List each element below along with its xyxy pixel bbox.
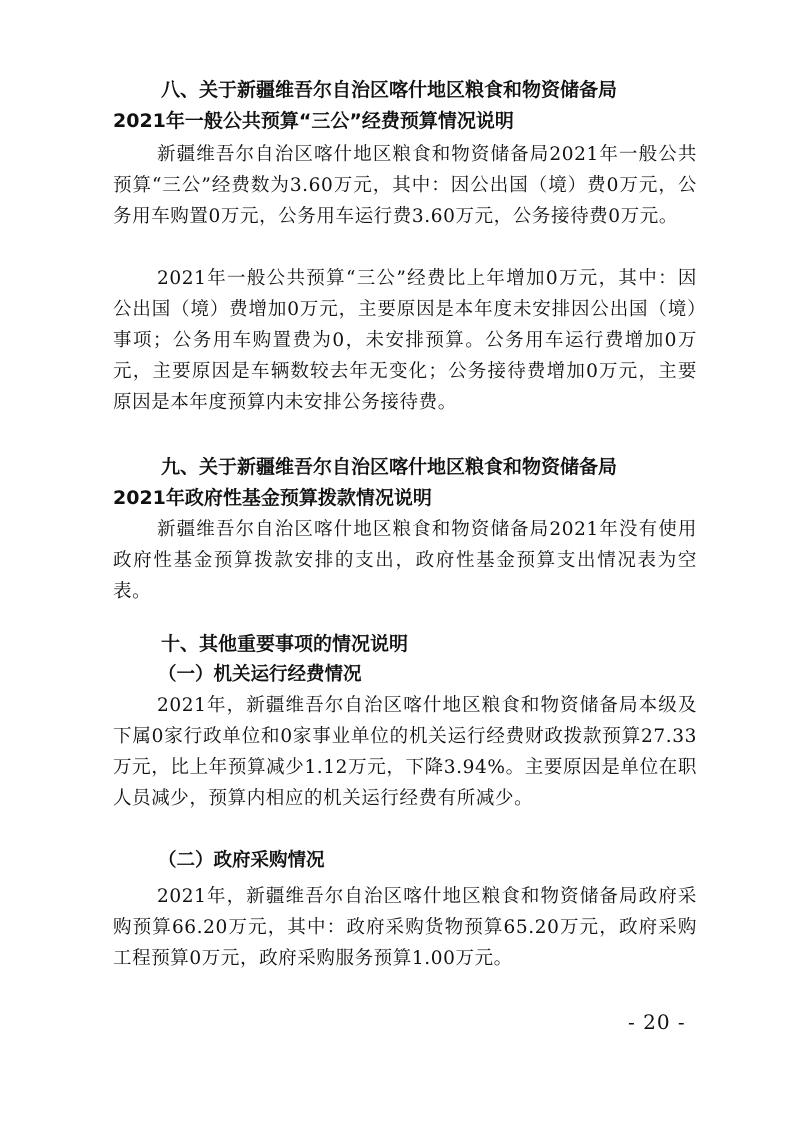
section-8-title-line2: 2021年一般公共预算“三公”经费预算情况说明	[113, 110, 514, 132]
section-10-subtitle-1: （一）机关运行经费情况	[158, 664, 362, 685]
section-8-title-line1: 八、关于新疆维吾尔自治区喀什地区粮食和物资储备局	[161, 79, 618, 101]
section-9-title-line2: 2021年政府性基金预算拨款情况说明	[113, 487, 432, 509]
section-9-title-line1: 九、关于新疆维吾尔自治区喀什地区粮食和物资储备局	[161, 456, 618, 478]
section-9-paragraph-1: 新疆维吾尔自治区喀什地区粮食和物资储备局2021年没有使用政府性基金预算拨款安排的支出，政府性基金预算支出情况表为空表。	[113, 519, 697, 602]
section-9-title	[113, 452, 721, 514]
section-8-title	[113, 75, 721, 137]
section-10-paragraph-2: 2021年，新疆维吾尔自治区喀什地区粮食和物资储备局政府采购预算66.20万元，其中：政府采购货物预算65.20万元，政府采购工程预算0万元，政府采购服务预算1.00万元。	[113, 886, 697, 969]
page-number: - 20 -	[628, 1010, 686, 1034]
section-10-subtitle-2: （二）政府采购情况	[158, 850, 325, 871]
section-10-title: 十、其他重要事项的情况说明	[161, 633, 409, 655]
section-8-paragraph-1: 新疆维吾尔自治区喀什地区粮食和物资储备局2021年一般公共预算“三公”经费数为3.60万元，其中：因公出国（境）费0万元，公务用车购置0万元，公务用车运行费3.60万元，公务接待费0万元。	[113, 144, 697, 227]
section-10-paragraph-1: 2021年，新疆维吾尔自治区喀什地区粮食和物资储备局本级及下属0家行政单位和0家事业单位的机关运行经费财政拨款预算27.33万元，比上年预算减少1.12万元，下降3.94%。主要原因是单位在职人员减少，预算内相应的机关运行经费有所减少。	[113, 695, 697, 809]
section-8-paragraph-2: 2021年一般公共预算“三公”经费比上年增加0万元，其中：因公出国（境）费增加0万元，主要原因是本年度未安排因公出国（境）事项；公务用车购置费为0，未安排预算。公务用车运行费增加0万元，主要原因是车辆数较去年无变化；公务接待费增加0万元，主要原因是本年度预算内未安排公务接待费。	[113, 268, 697, 413]
